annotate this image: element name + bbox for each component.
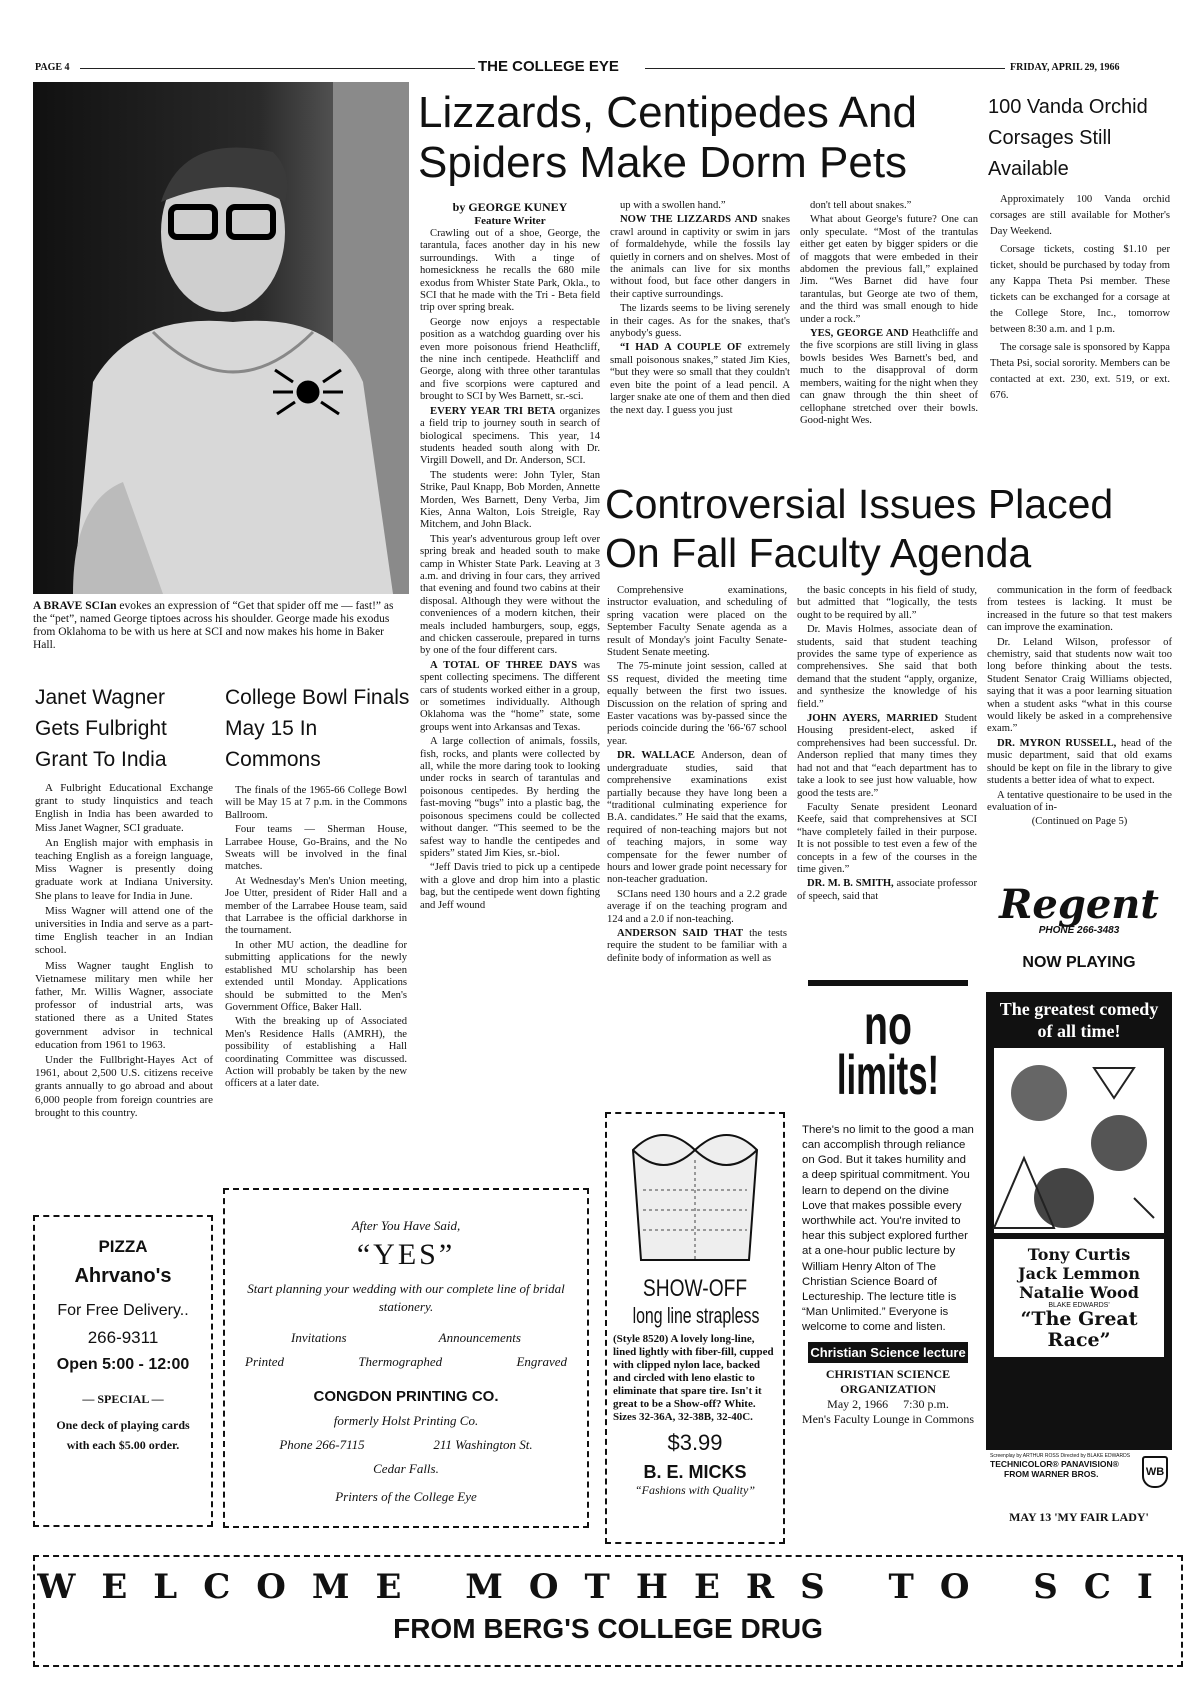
paragraph-text: the tests require the student to be familiar with a definite body of information as well as — [607, 927, 787, 964]
paragraph: Faculty Senate president Leonard Keefe, said that comprehensives at SCI “have completely failed in their purpose. It is not possible to test even a few of the concepts in a few of the courses in the time given.” — [797, 801, 977, 875]
paragraph: SCIans need 130 hours and a 2.2 grade average if on the teaching program and 124 and a 2.0 if non-teaching. — [607, 888, 787, 925]
micks-store: B. E. MICKS — [643, 1462, 747, 1482]
star-name: Tony Curtis — [1027, 1245, 1131, 1264]
paragraph-lead: NOW THE LIZZARDS AND — [620, 214, 758, 226]
congdon-item: Announcements — [438, 1330, 521, 1345]
paragraph-text: organizes a field trip to journey south in search of biological specimens. This year, 14 students headed south along with Dr. Virgill Dowell, and Dr. Anderson, SCI. — [420, 405, 600, 467]
bergs-drug-banner — [33, 1555, 1183, 1667]
pets-column-1 — [420, 228, 600, 1188]
paragraph-lead: A TOTAL OF THREE DAYS — [430, 659, 578, 671]
paragraph-lead: JOHN AYERS, MARRIED — [807, 713, 939, 725]
paragraph: Under the Fullbright-Hayes Act of 1961, about 2,500 U.S. citizens receive grants annually to go abroad and about 6,000 people from foreign countries are brought to this country. — [35, 1054, 213, 1119]
lecture-location: Men's Faculty Lounge in Commons — [801, 1411, 975, 1426]
pizza-special: — SPECIAL — — [82, 1392, 164, 1406]
movie-poster — [986, 992, 1172, 1502]
paragraph — [420, 406, 600, 468]
wagner-headline: Janet Wagner Gets Fulbright Grant To India — [35, 686, 167, 771]
lecture-title: no — [864, 993, 912, 1056]
paragraph-lead: DR. M. B. SMITH, — [807, 878, 894, 890]
film-tech: TECHNICOLOR® PANAVISION® — [990, 1459, 1119, 1469]
paragraph-text: snakes crawl around in captivity or swim in jars of formaldehyde, while the fossils lay quietly in corners and on shelves. Most of the animals can live for six months without food, but face other dangers in their captive surroundings. — [610, 214, 790, 300]
congdon-method: Engraved — [516, 1354, 567, 1369]
micks-price: $3.99 — [667, 1430, 723, 1455]
pizza-hours: Open 5:00 - 12:00 — [56, 1356, 190, 1373]
paragraph-text: was spent collecting specimens. The different cars of students worked either in a group, or sometimes individually. Although Oklahoma was the “home” state, some groups went into Arkansas and Texas. — [420, 659, 600, 733]
poster-tagline: The greatest comedy of all time! — [999, 999, 1159, 1041]
paragraph: Miss Wagner will attend one of the universities in India and serve as a part-time English teacher in an Indian school. — [35, 904, 213, 957]
paragraph-lead: EVERY YEAR TRI BETA — [430, 405, 556, 417]
paragraph — [987, 738, 1172, 788]
congdon-name: CONGDON PRINTING CO. — [313, 1388, 499, 1405]
pets-column-2 — [610, 200, 790, 500]
corsages-headline: 100 Vanda Orchid Corsages Still Available — [988, 96, 1148, 180]
regent-theater-ad — [986, 881, 1172, 1550]
paragraph: An English major with emphasis in teaching English as a foreign language, Miss Wagner is presently doing graduate work at Indiana University. She plans to leave for India in June. — [35, 836, 213, 902]
paragraph-lead: ANDERSON SAID THAT — [617, 927, 744, 939]
congdon-pitch: Start planning your wedding with our complete line of bridal stationery. — [247, 1281, 565, 1314]
micks-subtitle: long line strapless — [632, 1303, 760, 1328]
film-title: “The Great Race” — [1020, 1308, 1138, 1351]
agenda-headline: Controversial Issues Placed On Fall Faculty Agenda — [605, 481, 1114, 576]
paragraph: George now enjoys a respectable position as a watchdog guarding over his even more poisonous friend Heathcliff, the nine inch centipede. Heathcliff and George, along with three other tarantulas and five scorpions were captured and brought to SCI by Wes Barnett, sr.-sci. — [420, 316, 600, 403]
paragraph — [607, 750, 787, 886]
regent-logo: Regent — [999, 881, 1159, 928]
paragraph-lead: DR. MYRON RUSSELL, — [997, 737, 1117, 749]
congdon-formerly: formerly Holst Printing Co. — [333, 1413, 479, 1428]
paragraph: communication in the form of feedback from testees is lacking. It must be increased in the future so that test makers can improve the examination. — [987, 585, 1172, 634]
congdon-phone: Phone 266-7115 — [279, 1437, 365, 1452]
newspaper-name: THE COLLEGE EYE — [478, 58, 619, 75]
agenda-column-1 — [607, 585, 787, 1105]
lecture-body: There's no limit to the good a man can accomplish through reliance on God. But it takes humility and a deep spiritual commitment. You learn to depend on the divine Love that makes possible every worthwhile act. You're invited to hear this subject explored further at a one-hour public lecture by William Henry Alton of The Christian Science Board of Lectureship. The lecture title is “Man Unlimited.” Everyone is welcome to come and listen. — [802, 1123, 974, 1334]
paragraph-text: associate professor of speech, said that — [797, 878, 977, 902]
congdon-method: Thermographed — [358, 1354, 443, 1369]
paragraph: The finals of the 1965-66 College Bowl will be May 15 at 7 p.m. in the Commons Ballroom. — [225, 785, 407, 821]
congdon-yes: “YES” — [356, 1238, 456, 1271]
paragraph-text: extremely small poisonous snakes,” stated Jim Kies, “but they were so small that they couldn't even bite the point of a lead pencil. A larger snake ate one of them and then died the next day. I guess you just — [610, 342, 790, 416]
paragraph: With the breaking up of Associated Men's Residence Halls (AMRH), the possibility of establishing a Hall coordinating Committee was discussed. Action will probably be taken by the new officers at a later date. — [225, 1016, 407, 1090]
warner-bros-logo: WB — [1142, 1456, 1168, 1488]
paragraph: Crawling out of a shoe, George, the tarantula, faces another day in his new surroundings. With a tinge of homesickness he recalls the 680 mile exodus from Whister State Park, Okla., to SCI that he made with the Tri - Beta field trip over spring break. — [420, 228, 600, 314]
lecture-title: limits! — [836, 1043, 940, 1107]
regent-phone: PHONE 266-3483 — [1038, 925, 1120, 936]
paragraph: up with a swollen hand.” — [620, 200, 726, 211]
star-name: Natalie Wood — [1019, 1283, 1139, 1302]
paragraph — [797, 878, 977, 903]
now-playing: NOW PLAYING — [1022, 954, 1136, 971]
divider — [80, 68, 475, 69]
page-number: PAGE 4 — [35, 62, 70, 73]
lecture-org: CHRISTIAN SCIENCE ORGANIZATION — [825, 1366, 951, 1396]
bowl-body — [225, 785, 407, 1090]
coming-attraction: MAY 13 'MY FAIR LADY' — [1009, 1510, 1149, 1524]
pets-headline: Lizzards, Centipedes And Spiders Make Dorm Pets — [418, 88, 917, 187]
paragraph — [800, 328, 978, 427]
micks-ad — [605, 1112, 785, 1544]
pizza-offer: One deck of playing cards with each $5.00 order. — [56, 1418, 190, 1452]
continued-note: (Continued on Page 5) — [1031, 816, 1128, 828]
congdon-intro: After You Have Said, — [351, 1218, 461, 1233]
paragraph: Dr. Mavis Holmes, associate dean of students, said that student teaching provides the same type of experience as comprehensives. She said that both demand that the student “apply, organize, and synthesize the knowledge of his field.” — [797, 624, 977, 710]
divider — [645, 68, 1005, 69]
paragraph — [610, 214, 790, 301]
paragraph: Miss Wagner taught English to Vietnamese military men while her father, Mr. Willis Wagner, associate professor of industrial arts, was stationed there as a United States government advisor in technical education from 1961 to 1963. — [35, 959, 213, 1051]
pizza-title: PIZZA — [98, 1237, 148, 1256]
paragraph-text: Heathcliffe and the five scorpions are still living in glass bowls besides Wes Barnett's bed, and much to the disapproval of dorm members, waiting for the night when they can gnaw through the thin sheet of cellophane stretched over their bowls. Good-night Wes. — [800, 328, 978, 426]
paragraph — [797, 713, 977, 800]
star-name: Jack Lemmon — [1018, 1264, 1140, 1283]
paragraph — [420, 660, 600, 734]
micks-slogan: “Fashions with Quality” — [634, 1483, 756, 1497]
paragraph: The students were: John Tyler, Stan Strike, Paul Knapp, Bob Morden, Annette Morden, Wes Barnett, Deny Verba, Jim Kies, Anna Walton, Lois Streigle, Ray Mitchem, and John Black. — [420, 469, 600, 531]
paragraph-text: Anderson, dean of undergraduate studies, said that comprehensive examinations exist partially because they have long been a “traditional culminating experience for B.A. candidates.” He said that the exams, required of non-teaching majors but not of teaching majors, in some way compensate for the fewer number of hours and lower grade point necessary for non-teacher graduation. — [607, 750, 787, 886]
paragraph: A tentative questionaire to be used in the evaluation of in- — [987, 789, 1172, 813]
congdon-item: Invitations — [291, 1330, 347, 1345]
strapless-bra-illustration — [613, 1120, 777, 1270]
paragraph-lead: “I HAD A COUPLE OF — [620, 342, 742, 354]
tarantula-photo — [33, 82, 409, 594]
micks-description: (Style 8520) A lovely long-line, lined lightly with fiber-fill, cupped with clipped nylon lace, backed and circled with leno elastic to eliminate that spare tire. Isn't it great to be a Show-off? White. Sizes 32-36A, 32-38B, 32-40C. — [613, 1333, 774, 1423]
paragraph: the basic concepts in his field of study, but admitted that “logically, the tests ought to be required by all.” — [797, 585, 977, 621]
paragraph: don't tell about snakes.” — [810, 200, 912, 211]
micks-title: SHOW-OFF — [642, 1275, 748, 1302]
paragraph-text: Student Housing president-elect, asked if comprehensives had been successful. Dr. Anderson replied that many times they had not and that “each department has to take a look to see just how valuable, how good the tests are.” — [797, 713, 977, 799]
bowl-headline: College Bowl Finals May 15 In Commons — [225, 686, 410, 771]
byline-role: Feature Writer — [474, 215, 546, 227]
paragraph: Comprehensive examinations, instructor evaluation, and scheduling of spring vacation were placed on the September Faculty Senate agenda as a result of Monday's joint Faculty Senate-Student Senate meeting. — [607, 585, 787, 659]
lecture-date: May 2, 1966 7:30 p.m. — [827, 1396, 949, 1411]
paragraph: Corsage tickets, costing $1.10 per ticket, should be purchased by today from any Kappa Theta Psi member. These tickets can be exchanged for a corsage at the College Store, Inc., tomorrow between 8:30 a.m. and 1 p.m. — [990, 244, 1170, 335]
congdon-tagline: Printers of the College Eye — [335, 1489, 477, 1504]
paragraph: The 75-minute joint session, called at SS request, divided the meeting time equally between the first two issues. Discussion on the relation of spring and Easter vacations was by-passed since the periods coincide during the '66-'67 school year. — [607, 661, 787, 747]
paragraph-lead: YES, GEORGE AND — [810, 328, 909, 340]
pizza-phone: 266-9311 — [87, 1328, 159, 1347]
paragraph: Approximately 100 Vanda orchid corsages are still available for Mother's Day Weekend. — [990, 194, 1170, 237]
congdon-printing-ad — [223, 1188, 589, 1528]
lecture-banner: Christian Science lecture — [808, 1342, 968, 1363]
film-studio: FROM WARNER BROS. — [1004, 1469, 1099, 1479]
film-credits: Screenplay by ARTHUR ROSS Directed by BLAKE EDWARDS — [990, 1453, 1131, 1459]
corsages-body — [990, 192, 1170, 462]
issue-date: FRIDAY, APRIL 29, 1966 — [1010, 62, 1120, 73]
paragraph: “Jeff Davis tried to pick up a centipede with a glove and drop him into a plastic bag, but the centipede went down fighting and Jeff wound — [420, 862, 600, 911]
pizza-delivery: For Free Delivery.. — [57, 1302, 189, 1319]
lecture-ad — [798, 980, 978, 1545]
paragraph: This year's adventurous group left over spring break and headed south to make camp in Whister State Park. Leaving at 3 a.m. and driving in four cars, they arrived that evening and found two cabins at their disposal. Although they were without the conveniences of a modern kitchen, their meals included hamburgers, soup, eggs, and chicken casseroule, prepared in turns by one of the four different cars. — [420, 533, 600, 657]
paragraph: The corsage sale is sponsored by Kappa Theta Psi, social sorority. Members can be contacted at ext. 230, ext. 519, or ext. 676. — [990, 342, 1170, 401]
congdon-method: Printed — [245, 1354, 284, 1369]
pizza-name: Ahrvano's — [74, 1265, 172, 1287]
agenda-column-3-text — [987, 585, 1172, 814]
caption-text: evokes an expression of “Get that spider off me — fast!” as the “pet”, named George tiptoes across his shoulder. George made his exodus from Oklahoma to be with us here at SCI and now makes his home in Baker Hall. — [33, 600, 394, 651]
divider — [808, 980, 968, 986]
agenda-column-2 — [797, 585, 977, 935]
paragraph: A large collection of animals, fossils, fish, rocks, and plants were collected by all, while the more daring took to looking under rocks in search of tarantulas and poisonous centipedes. By herding the fast-moving “bugs” into a plastic bag, the poisonous specimens could be collected without danger. “This seemed to be the safest way to handle the centipedes and spiders” stated Jim Kies, sr.-biol. — [420, 736, 600, 859]
wagner-body — [35, 782, 213, 1202]
pets-column-3 — [800, 200, 978, 500]
paragraph-lead: DR. WALLACE — [617, 750, 695, 762]
paragraph-text: head of the music department, said that old exams should be kept on file in the library to give students a better idea of what to expect. — [987, 737, 1172, 787]
paragraph: At Wednesday's Men's Union meeting, Joe Utter, president of Rider Hall and a member of the Larrabee House team, said that Larrabee is the official darkhorse in the tournament. — [225, 875, 407, 937]
congdon-city: Cedar Falls. — [373, 1461, 439, 1476]
banner-from: FROM BERG'S COLLEGE DRUG — [393, 1613, 823, 1644]
paragraph — [607, 928, 787, 965]
photo-caption — [33, 600, 409, 652]
paragraph — [610, 342, 790, 416]
paragraph: Dr. Leland Wilson, professor of chemistry, said that students now wait too long before thinking about the tests. Student Senator Craig Williams objected, saying that it was a poor learning situation when a student asks “what in this course would likely be asked in a comprehensive exam.” — [987, 636, 1172, 735]
agenda-column-3 — [987, 585, 1172, 905]
paragraph: What about George's future? One can only speculate. “Most of the trantulas either get eaten by bigger spiders or die of maggots that were embeded in their abdomen the previous fall,” explained Jim. “Wes Barnet did have four tarantulas, but George ate two of them, and the third was small enough to hide under a rock.” — [800, 214, 978, 325]
byline: by GEORGE KUNEY — [452, 200, 568, 214]
pizza-ad — [33, 1215, 213, 1527]
paragraph: Four teams — Sherman House, Larrabee House, Go-Brains, and the No Sweats will be involved in the final matches. — [225, 824, 407, 873]
paragraph: A Fulbright Educational Exchange grant to study linquistics and teach English in India has been awarded to Miss Janet Wagner, SCI graduate. — [35, 782, 213, 834]
congdon-address: 211 Washington St. — [433, 1437, 533, 1452]
banner-welcome: WELCOME MOTHERS TO SCI — [37, 1567, 1179, 1607]
caption-lead: A BRAVE SCIan — [33, 600, 117, 612]
paragraph: The lizards seems to be living serenely in their cages. As for the snakes, that's anybody's guess. — [610, 303, 790, 340]
paragraph: In other MU action, the deadline for submitting applications for the newly established MU scholarship has been extended until Monday. Applications should be submitted to the Men's Government Office, Baker Hall. — [225, 939, 407, 1013]
poster-artwork — [994, 1048, 1164, 1233]
director-credit: BLAKE EDWARDS' — [1048, 1302, 1110, 1309]
